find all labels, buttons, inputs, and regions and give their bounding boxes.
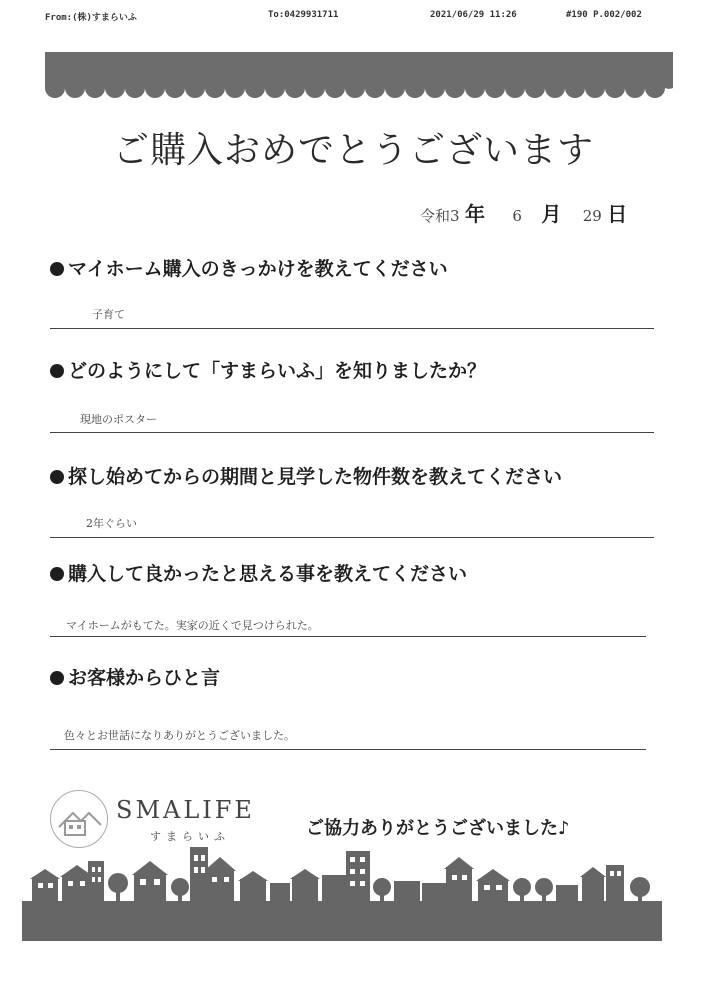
closing-message: ご協力ありがとうございました♪ bbox=[306, 818, 570, 839]
bullet-dot-icon bbox=[50, 364, 64, 378]
answer-5: 色々とお世話になりありがとうございました。 bbox=[64, 729, 295, 742]
question-4 bbox=[50, 559, 467, 586]
brand-kana: すまらいふ bbox=[150, 830, 230, 843]
bullet-dot-icon bbox=[50, 470, 64, 484]
answer-5-rule bbox=[50, 749, 646, 750]
question-2 bbox=[50, 356, 486, 383]
question-3 bbox=[50, 462, 562, 489]
bullet-dot-icon bbox=[50, 262, 64, 276]
answer-4: マイホームがもてた。実家の近くで見つけられた。 bbox=[66, 619, 319, 632]
question-2-text: どのようにして「すまらいふ」を知りましたか？ bbox=[68, 360, 487, 382]
fax-page: #190 P.002/002 bbox=[566, 10, 642, 20]
date-era-year: 令和3 bbox=[420, 207, 460, 225]
answer-2-rule bbox=[50, 432, 654, 433]
date-year-label: 年 bbox=[464, 202, 485, 226]
town-skyline-illustration bbox=[22, 845, 662, 945]
date-day: 29 bbox=[582, 207, 602, 225]
date-month: 6 bbox=[512, 207, 522, 225]
question-1-text: マイホーム購入のきっかけを教えてください bbox=[68, 258, 448, 280]
question-3-text: 探し始めてからの期間と見学した物件数を教えてください bbox=[68, 466, 563, 488]
answer-4-rule bbox=[50, 636, 646, 637]
fax-datetime: 2021/06/29 11:26 bbox=[430, 10, 517, 20]
date-line bbox=[420, 198, 627, 227]
date-day-label: 日 bbox=[607, 202, 628, 226]
date-month-label: 月 bbox=[541, 202, 562, 226]
fax-from: From:(株)すまらいふ bbox=[45, 13, 137, 23]
bullet-dot-icon bbox=[50, 671, 64, 685]
page-title: ご購入おめでとうございます bbox=[112, 130, 594, 171]
brand-name: SMALIFE bbox=[116, 796, 255, 824]
scalloped-banner bbox=[45, 52, 673, 88]
question-1 bbox=[50, 254, 448, 281]
fax-to: To:0429931711 bbox=[268, 10, 339, 20]
answer-3-rule bbox=[50, 537, 654, 538]
house-logo-icon bbox=[50, 790, 108, 848]
question-4-text: 購入して良かったと思える事を教えてください bbox=[68, 563, 468, 585]
fax-header bbox=[0, 8, 707, 24]
question-5-text: お客様からひと言 bbox=[68, 667, 221, 689]
answer-2: 現地のポスター bbox=[80, 413, 157, 426]
answer-3: 2年ぐらい bbox=[86, 517, 137, 530]
answer-1: 子育て bbox=[92, 308, 125, 321]
scallop-edge-icon bbox=[45, 72, 673, 124]
question-5 bbox=[50, 663, 220, 690]
answer-1-rule bbox=[50, 328, 654, 329]
bullet-dot-icon bbox=[50, 567, 64, 581]
